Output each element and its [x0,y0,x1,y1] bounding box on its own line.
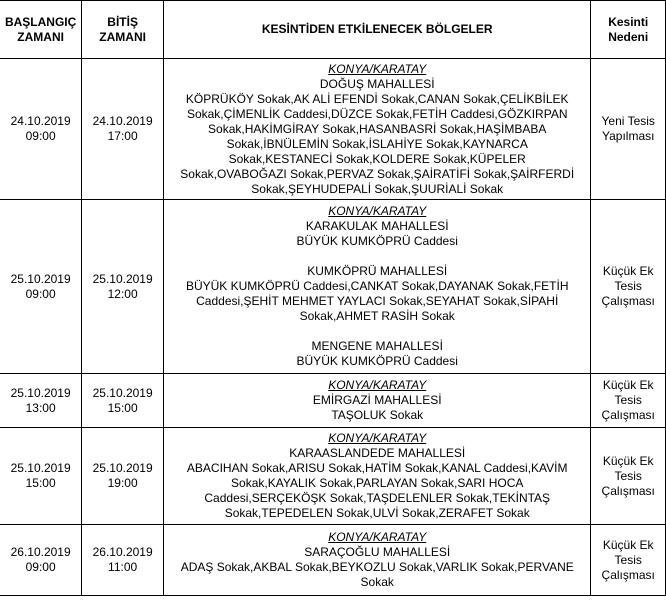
reason-cell [591,200,666,374]
area-line: Sokak,ÇİMENLİK Caddesi,DÜZCE Sokak,FETİH Caddesi,GÖZKIRPAN [186,106,568,121]
start-time-cell [0,428,82,525]
end-time: 19:00 [107,476,138,490]
area-line: Caddesi,SERÇEKÖŞK Sokak,TAŞDELENLER Sokak,TEKİNTAŞ [204,491,551,505]
end-date: 25.10.2019 [92,271,153,286]
start-date: 25.10.2019 [10,271,71,286]
header-reason-line2: Nedeni [608,29,649,44]
areas-cell [164,525,591,596]
start-time-cell [0,59,82,200]
end-time: 17:00 [107,129,138,143]
start-date: 25.10.2019 [10,385,71,400]
area-line: KUMKÖPRÜ MAHALLESİ [307,264,448,278]
end-date: 25.10.2019 [92,385,153,400]
province: KONYA/KARATAY [328,530,427,544]
area-line: Sokak,HAKİMGİRAY Sokak,HASANBASRİ Sokak,HAŞİMBABA [208,121,547,136]
reason-line2: Tesis [614,279,642,293]
reason-cell [591,59,666,200]
table-row [0,525,666,596]
table-row [0,59,666,200]
end-time: 11:00 [108,560,138,574]
reason-line2: Tesis [614,468,642,483]
start-date: 26.10.2019 [10,545,71,559]
spacer [167,324,587,339]
header-areas: KESİNTİDEN ETKİLENECEK BÖLGELER [164,1,591,59]
end-time-cell [82,374,164,428]
header-reason-line1: Kesinti [608,14,649,29]
area-line: Sokak,İBNÜLEMİN Sokak,İSLAHİYE Sokak,KAYNARCA [226,136,528,151]
start-time-cell [0,374,82,428]
end-time-cell [82,525,164,596]
area-line: Sokak,ŞEYHUDEPALİ Sokak,ŞUURİALİ Sokak [251,181,504,196]
header-end-line2: ZAMANI [99,29,146,44]
area-line: KARAKULAK MAHALLESİ [305,219,449,233]
province: KONYA/KARATAY [328,431,427,445]
areas-cell [164,59,591,200]
reason-cell [591,525,666,596]
area-line: Sokak,TEPEDELEN Sokak,ULVİ Sokak,ZERAFET Sokak [224,506,530,520]
reason-line2: Yapılması [601,129,655,143]
start-time: 09:00 [25,560,56,574]
reason-line3: Çalışması [601,483,655,498]
header-start-line2: ZAMANI [17,29,64,44]
reason-line1: Küçük Ek [602,264,654,278]
province: KONYA/KARATAY [328,204,427,218]
table-row [0,428,666,525]
table-row [0,374,666,428]
end-date: 24.10.2019 [92,114,153,128]
areas-cell [164,374,591,428]
reason-line2: Tesis [614,393,642,407]
area-line: DOĞUŞ MAHALLESİ [319,76,435,91]
end-time: 12:00 [107,286,138,301]
start-date: 24.10.2019 [10,114,71,128]
area-line: BÜYÜK KUMKÖPRÜ Caddesi [296,234,458,248]
area-line: Caddesi,ŞEHİT MEHMET YAYLACI Sokak,SEYAHAT Sokak,SİPAHİ [196,294,559,308]
end-date: 26.10.2019 [92,545,153,559]
spacer [167,249,587,264]
province: KONYA/KARATAY [328,61,427,76]
area-line: MENGENE MAHALLESİ [311,339,443,353]
area-line: ADAŞ Sokak,AKBAL Sokak,BEYKOZLU Sokak,VARLIK Sokak,PERVANE [180,560,574,574]
area-line: Sokak,KAYALIK Sokak,PARLAYAN Sokak,SARI HOCA [231,476,524,490]
areas-cell [164,200,591,374]
area-line: Sokak [360,575,394,589]
reason-line1: Küçük Ek [602,453,654,468]
reason-line1: Yeni Tesis [601,114,655,128]
reason-line3: Çalışması [601,567,655,582]
reason-line3: Çalışması [601,294,655,308]
area-line: Sokak,AHMET RASİH Sokak [299,309,455,323]
province: KONYA/KARATAY [328,378,427,392]
end-time-cell [82,200,164,374]
header-start-line1: BAŞLANGIÇ [4,14,77,29]
end-time: 15:00 [107,400,138,415]
header-row [0,1,666,59]
start-time: 13:00 [25,400,56,415]
start-date: 25.10.2019 [10,461,71,475]
end-time-cell [82,428,164,525]
area-line: SARAÇOĞLU MAHALLESİ [304,545,451,559]
end-time-cell [82,59,164,200]
start-time-cell [0,525,82,596]
reason-line1: Küçük Ek [602,537,654,552]
reason-line1: Küçük Ek [602,378,654,392]
start-time-cell [0,200,82,374]
area-line: EMİRGAZİ MAHALLESİ [312,393,442,407]
table-row [0,200,666,374]
area-line: Sokak,KESTANECİ Sokak,KOLDERE Sokak,KÜPELER [228,151,526,166]
start-time: 09:00 [25,286,56,301]
header-end [82,1,164,59]
reason-cell [591,374,666,428]
start-time: 09:00 [25,129,56,143]
header-reason [591,1,666,59]
area-line: BÜYÜK KUMKÖPRÜ Caddesi,CANKAT Sokak,DAYANAK Sokak,FETİH [185,279,569,293]
reason-line2: Tesis [614,552,642,567]
header-start [0,1,82,59]
end-date: 25.10.2019 [92,461,153,475]
reason-cell [591,428,666,525]
area-line: TAŞOLUK Sokak [331,408,424,422]
areas-cell [164,428,591,525]
area-line: KARAASLANDEDE MAHALLESİ [289,446,466,460]
reason-line3: Çalışması [601,408,655,422]
area-line: ABACIHAN Sokak,ARISU Sokak,HATİM Sokak,KANAL Caddesi,KAVİM [186,461,568,475]
header-end-line1: BİTİŞ [107,14,138,29]
area-line: Sokak,OVABOĞAZI Sokak,PERVAZ Sokak,ŞAİRATİFİ Sokak,ŞAİRFERDİ [180,166,575,181]
area-line: BÜYÜK KUMKÖPRÜ Caddesi [296,354,458,368]
start-time: 15:00 [25,476,56,490]
area-line: KÖPRÜKÖY Sokak,AK ALİ EFENDİ Sokak,CANAN Sokak,ÇELİKBİLEK [185,91,569,106]
